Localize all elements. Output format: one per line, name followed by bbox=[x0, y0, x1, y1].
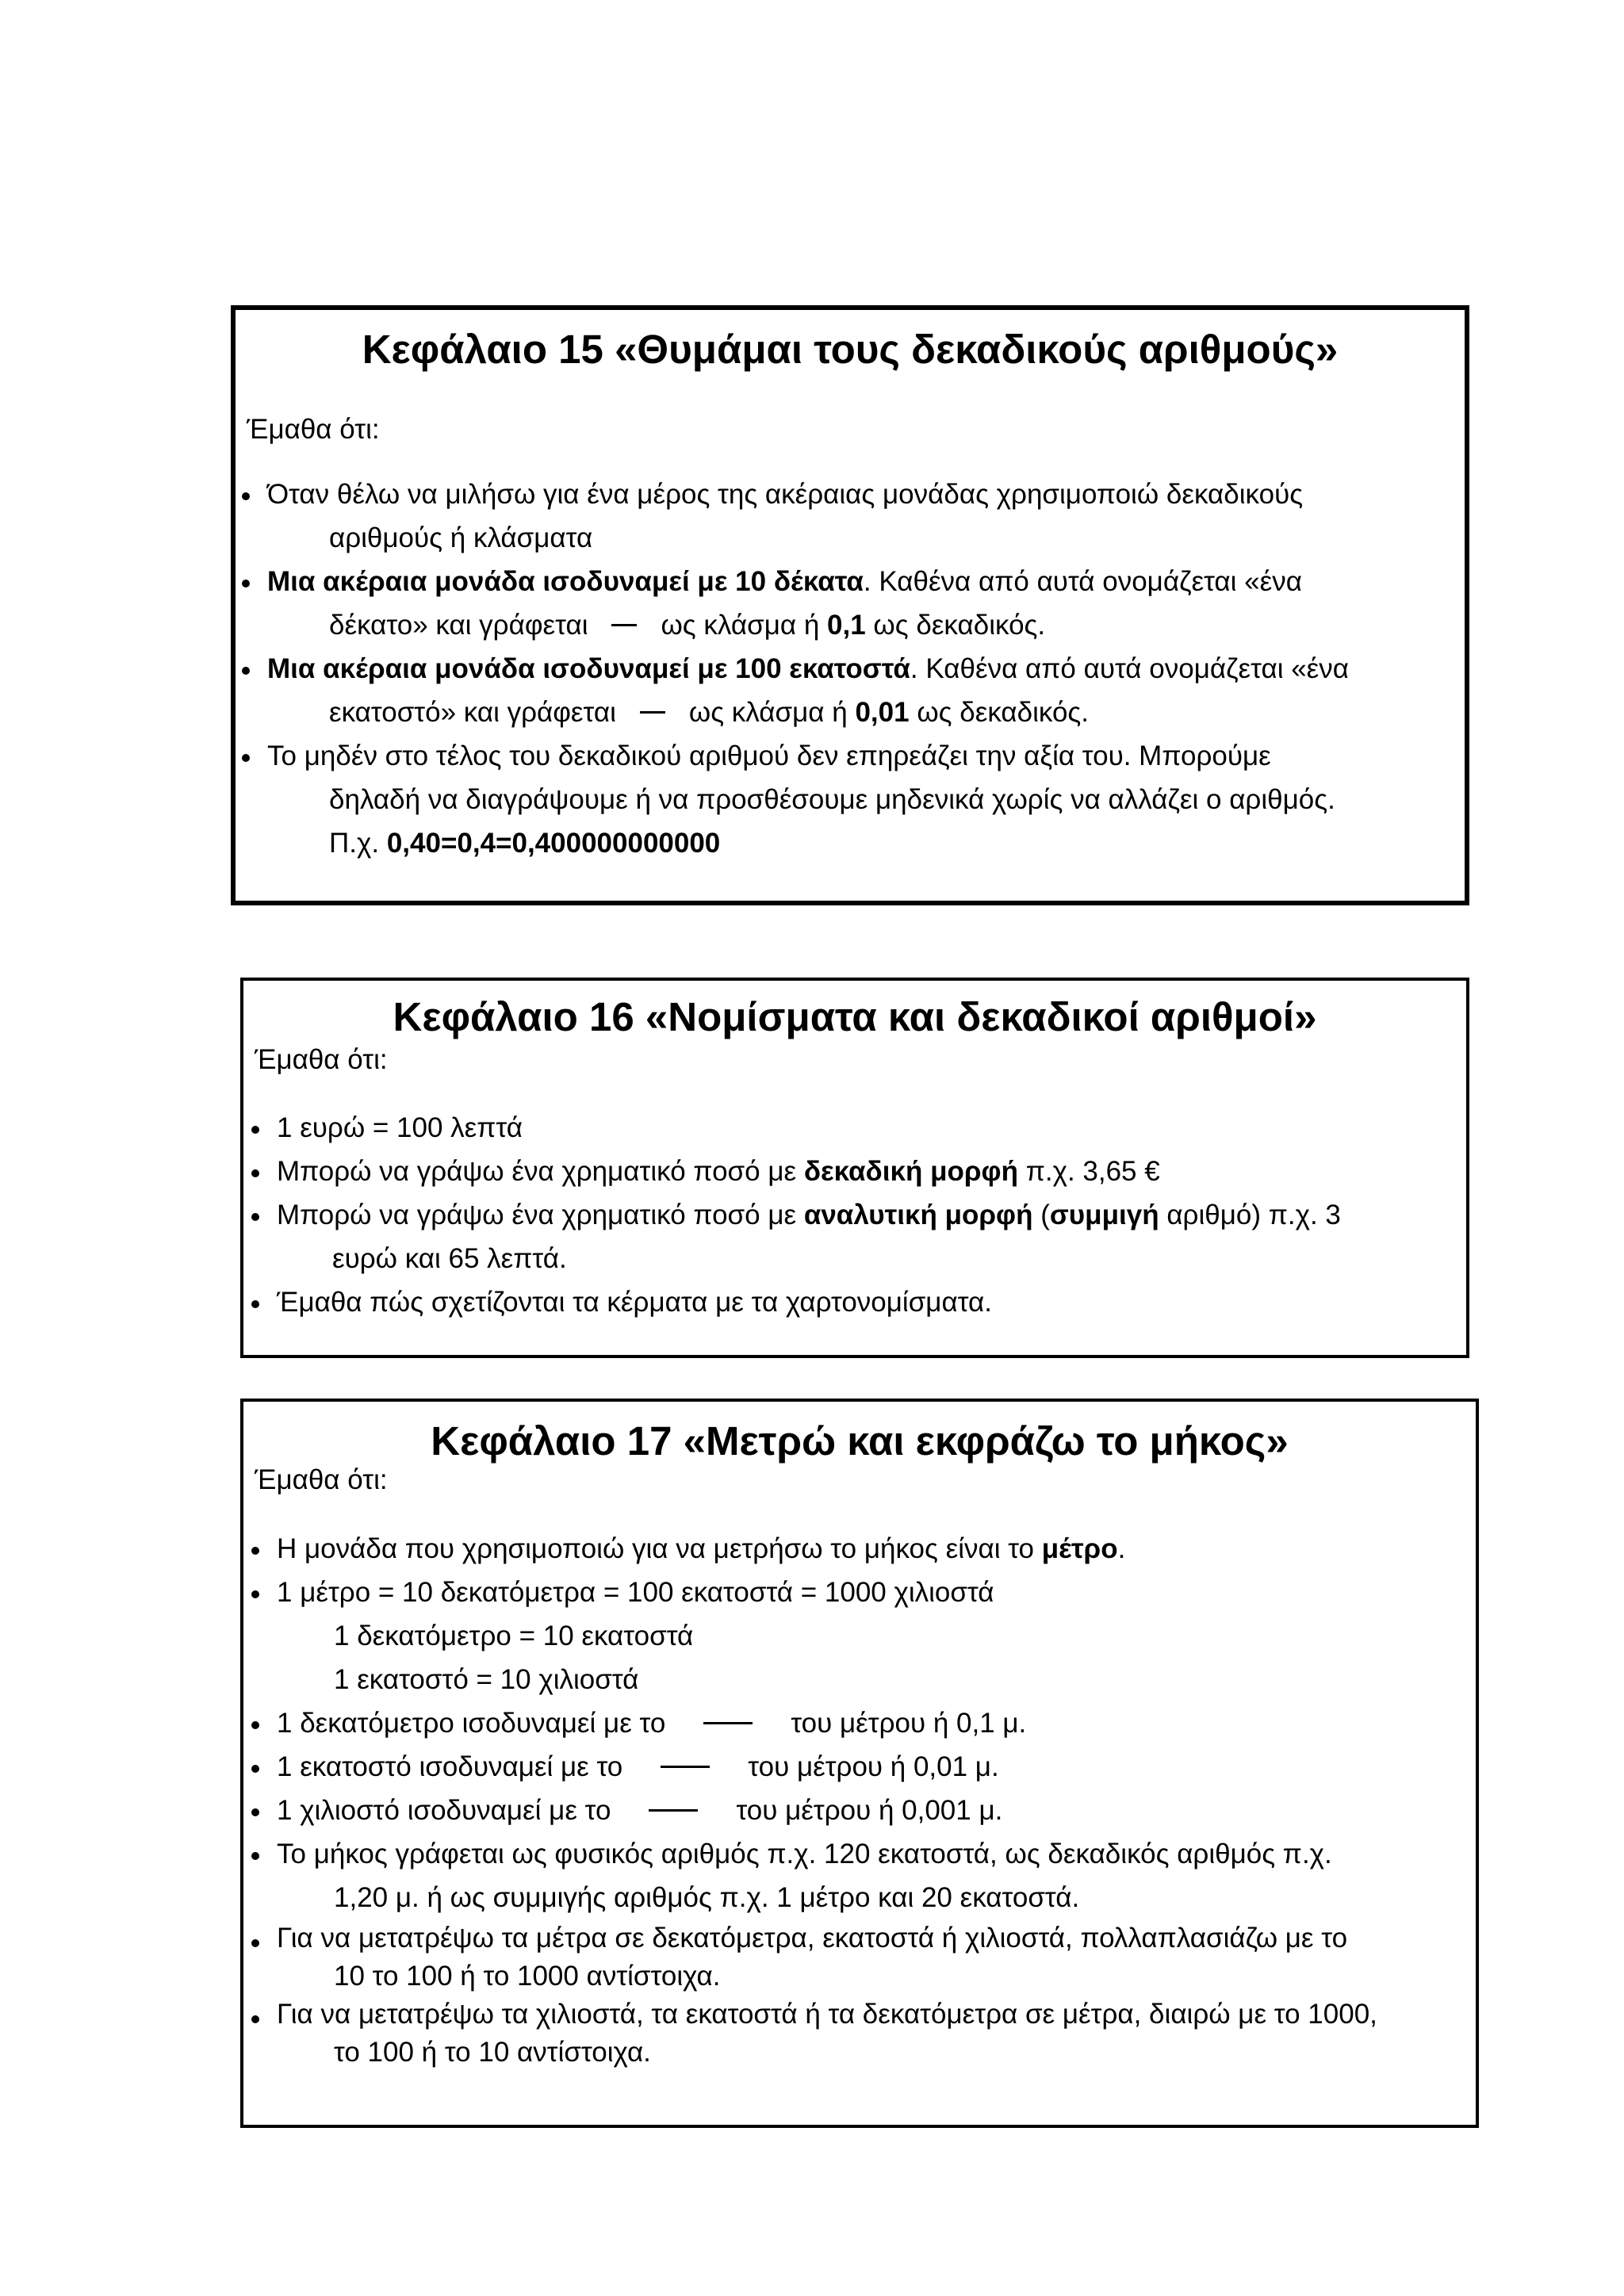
bullet-icon bbox=[242, 754, 250, 762]
list-item: Για να μετατρέψω τα μέτρα σε δεκατόμετρα, εκατοστά ή χιλιοστά, πολλαπλασιάζω με το 10 το 100 ή το 1000 αντίστοιχα. bbox=[277, 1919, 1468, 1996]
chapter-16-list bbox=[277, 1106, 1458, 1324]
fraction-blank-line bbox=[640, 711, 665, 714]
list-item: Μια ακέραια μονάδα ισοδυναμεί με 100 εκατοστά. Καθένα από αυτά ονομάζεται «ένα εκατοστό» και γράφεται ως κλάσμα ή 0,01 ως δεκαδικός. bbox=[267, 647, 1457, 734]
chapter-16-intro: Έμαθα ότι: bbox=[255, 1044, 388, 1075]
list-item: Μπορώ να γράψω ένα χρηματικό ποσό με δεκαδική μορφή π.χ. 3,65 € bbox=[277, 1150, 1458, 1193]
list-item: Η μονάδα που χρησιμοποιώ για να μετρήσω το μήκος είναι το μέτρο. bbox=[277, 1527, 1468, 1571]
fraction-blank-line bbox=[611, 624, 637, 626]
chapter-15-list bbox=[267, 473, 1457, 865]
bullet-icon bbox=[251, 1213, 259, 1221]
bullet-icon bbox=[242, 667, 250, 675]
bullet-icon bbox=[251, 1126, 259, 1134]
chapter-17-box bbox=[240, 1399, 1479, 2128]
chapter-15-box bbox=[231, 305, 1469, 905]
chapter-17-list bbox=[277, 1527, 1468, 2072]
bullet-icon bbox=[242, 580, 250, 587]
chapter-15-title: Κεφάλαιο 15 «Θυμάμαι τους δεκαδικούς αριθμούς» bbox=[362, 327, 1339, 372]
list-item: Όταν θέλω να μιλήσω για ένα μέρος της ακέραιας μονάδας χρησιμοποιώ δεκαδικούς αριθμούς ή κλάσματα bbox=[267, 473, 1457, 560]
bullet-icon bbox=[251, 1808, 259, 1816]
chapter-16-box bbox=[240, 978, 1469, 1358]
list-item: 1 μέτρο = 10 δεκατόμετρα = 100 εκατοστά = 1000 χιλιοστά 1 δεκατόμετρο = 10 εκατοστά 1 εκατοστό = 10 χιλιοστά bbox=[277, 1571, 1468, 1701]
bullet-icon bbox=[242, 492, 250, 500]
list-item: 1 εκατοστό ισοδυναμεί με το του μέτρου ή 0,01 μ. bbox=[277, 1745, 1468, 1789]
list-item: 1 δεκατόμετρο ισοδυναμεί με το του μέτρου ή 0,1 μ. bbox=[277, 1701, 1468, 1745]
bullet-icon bbox=[251, 1300, 259, 1308]
fraction-blank-line bbox=[649, 1809, 698, 1812]
list-item: Το μήκος γράφεται ως φυσικός αριθμός π.χ. 120 εκατοστά, ως δεκαδικός αριθμός π.χ. 1,20 μ. ή ως συμμιγής αριθμός π.χ. 1 μέτρο και 20 εκατοστά. bbox=[277, 1832, 1468, 1919]
chapter-16-title: Κεφάλαιο 16 «Νομίσματα και δεκαδικοί αριθμοί» bbox=[393, 994, 1317, 1039]
bullet-icon bbox=[251, 1547, 259, 1555]
bullet-icon bbox=[251, 1721, 259, 1729]
bullet-icon bbox=[251, 2015, 259, 2023]
fraction-blank-line bbox=[661, 1766, 710, 1768]
list-item: Έμαθα πώς σχετίζονται τα κέρματα με τα χαρτονομίσματα. bbox=[277, 1280, 1458, 1324]
list-item: Μπορώ να γράψω ένα χρηματικό ποσό με αναλυτική μορφή (συμμιγή αριθμό) π.χ. 3 ευρώ και 65 λεπτά. bbox=[277, 1193, 1458, 1280]
chapter-17-intro: Έμαθα ότι: bbox=[255, 1464, 388, 1495]
chapter-17-title: Κεφάλαιο 17 «Μετρώ και εκφράζω το μήκος» bbox=[431, 1418, 1289, 1464]
bullet-icon bbox=[251, 1852, 259, 1860]
list-item: Μια ακέραια μονάδα ισοδυναμεί με 10 δέκατα. Καθένα από αυτά ονομάζεται «ένα δέκατο» και γράφεται ως κλάσμα ή 0,1 ως δεκαδικός. bbox=[267, 560, 1457, 647]
bullet-icon bbox=[251, 1169, 259, 1177]
list-item: Το μηδέν στο τέλος του δεκαδικού αριθμού δεν επηρεάζει την αξία του. Μπορούμε δηλαδή να διαγράψουμε ή να προσθέσουμε μηδενικά χωρίς να αλλάζει ο αριθμός. Π.χ. 0,40=0,4=0,400000000000 bbox=[267, 734, 1457, 865]
list-item: 1 ευρώ = 100 λεπτά bbox=[277, 1106, 1458, 1150]
bullet-icon bbox=[251, 1939, 259, 1947]
list-item: Για να μετατρέψω τα χιλιοστά, τα εκατοστά ή τα δεκατόμετρα σε μέτρα, διαιρώ με το 1000, το 100 ή το 10 αντίστοιχα. bbox=[277, 1996, 1468, 2072]
chapter-15-intro: Έμαθα ότι: bbox=[247, 414, 380, 445]
fraction-blank-line bbox=[703, 1722, 753, 1724]
bullet-icon bbox=[251, 1590, 259, 1598]
list-item: 1 χιλιοστό ισοδυναμεί με το του μέτρου ή 0,001 μ. bbox=[277, 1789, 1468, 1832]
bullet-icon bbox=[251, 1765, 259, 1773]
